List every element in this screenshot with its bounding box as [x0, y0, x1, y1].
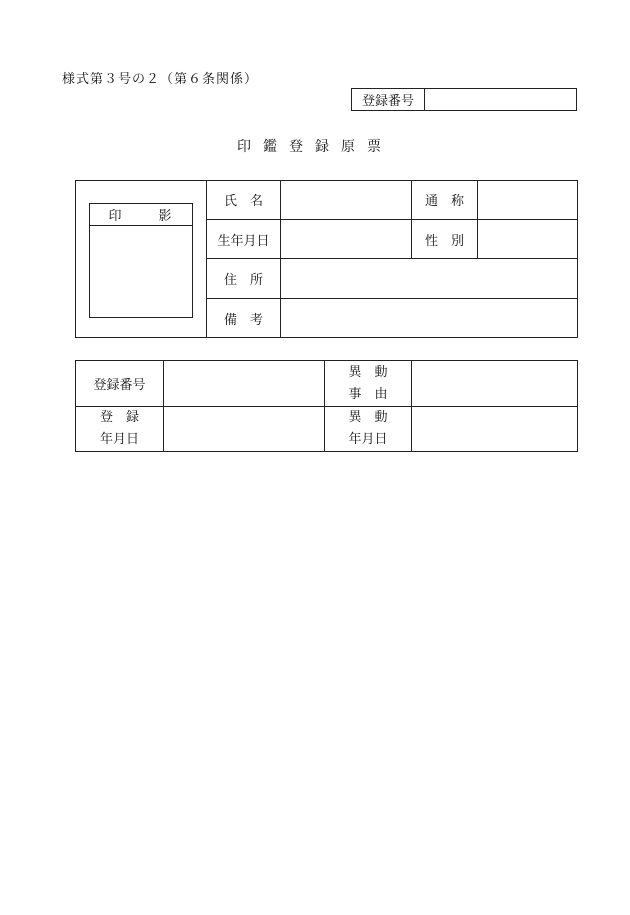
change-date-field[interactable] [411, 406, 577, 451]
change-date-label-line2: 年月日 [348, 432, 388, 447]
form-number: 様式第３号の２（第６条関係） [62, 72, 259, 87]
reg-date-label-cell [76, 406, 163, 451]
remarks-label: 備 考 [223, 313, 263, 328]
registry-table [75, 360, 578, 452]
change-reason-field[interactable] [411, 361, 577, 406]
address-label-cell [206, 258, 280, 298]
birthdate-field[interactable] [280, 219, 411, 258]
gender-label-cell [411, 219, 477, 258]
name-label-cell [206, 180, 280, 219]
birthdate-label: 生年月日 [217, 233, 270, 249]
gender-label: 性 別 [424, 233, 464, 249]
alias-field[interactable] [477, 180, 578, 219]
remarks-field[interactable] [280, 298, 578, 338]
alias-label: 通 称 [424, 194, 464, 209]
remarks-label-cell [206, 298, 280, 338]
birthdate-label-cell [206, 219, 280, 258]
registration-number-field[interactable] [425, 89, 576, 110]
address-label: 住 所 [223, 273, 263, 288]
gender-field[interactable] [477, 219, 578, 258]
reg-date-field[interactable] [163, 406, 324, 451]
reg-number-label: 登録番号 [93, 378, 146, 393]
change-reason-label-line1: 異 動 [348, 364, 388, 380]
seal-impression-area[interactable] [89, 225, 193, 318]
personal-info-grid [206, 180, 578, 338]
change-reason-label-cell [324, 361, 411, 406]
registration-number-label: 登録番号 [352, 89, 425, 110]
change-date-label-line1: 異 動 [348, 410, 388, 425]
seal-impression-label: 印 影 [89, 203, 193, 226]
change-reason-label-line2: 事 由 [348, 386, 388, 402]
page-title: 印鑑登録原票 [237, 139, 393, 155]
address-field[interactable] [280, 258, 578, 298]
name-label: 氏 名 [223, 194, 263, 209]
reg-date-label-line1: 登 録 [99, 410, 139, 425]
reg-number-label-cell [76, 361, 163, 406]
name-field[interactable] [280, 180, 411, 219]
reg-date-label-line2: 年月日 [99, 432, 139, 447]
registration-number-box [351, 88, 577, 111]
alias-label-cell [411, 180, 477, 219]
change-date-label-cell [324, 406, 411, 451]
reg-number-field[interactable] [163, 361, 324, 406]
